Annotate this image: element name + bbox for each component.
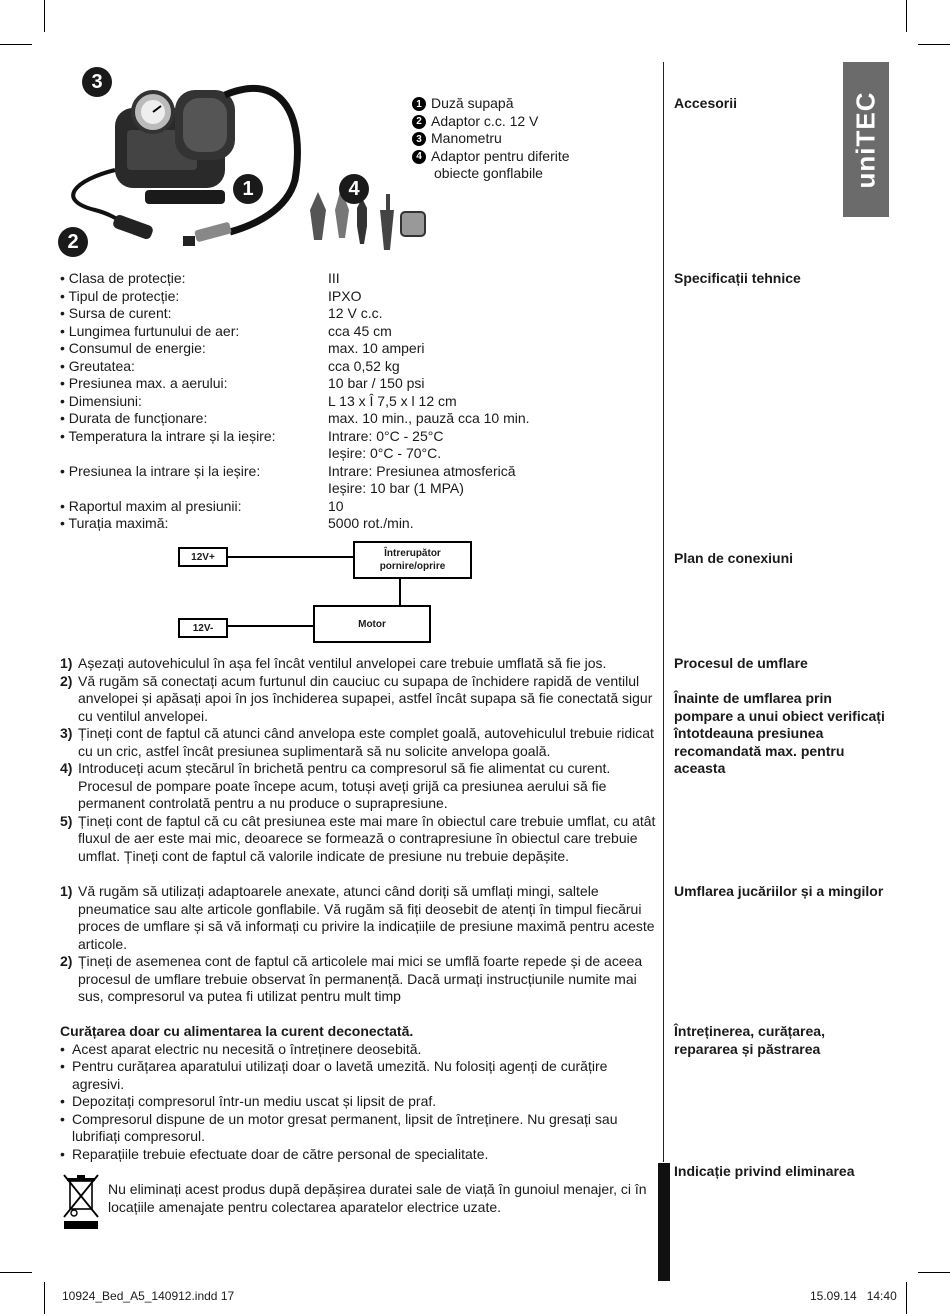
cleaning-section — [60, 1023, 660, 1163]
crop-mark — [44, 1282, 45, 1314]
heading-plan: Plan de conexiuni — [674, 550, 794, 566]
list-item: • Reparațiile trebuie efectuate doar de către personal de specialitate. — [60, 1145, 489, 1162]
spec-row: • Durata de funcționare: max. 10 min., pauză cca 10 min. — [60, 410, 530, 426]
switch-label: pornire/oprire — [379, 561, 446, 572]
specs-list — [60, 270, 660, 533]
spec-row: • Tipul de protecție: IPXO — [60, 287, 362, 304]
legend-text: Duză supapă — [431, 95, 514, 111]
disposal-text: Nu eliminați acest produs după depășirea duratei sale de viață în gunoiul menajer, ci în locațiile amenajate pentru colectarea aparatelor electrice uzate. — [108, 1181, 647, 1215]
terminal-plus: 12V+ — [178, 547, 228, 567]
spec-row: • Sursa de curent: 12 V c.c. — [60, 305, 383, 321]
legend-text: Manometru — [431, 130, 502, 146]
figure-label: 3 — [82, 67, 112, 97]
inflation-steps — [60, 655, 660, 865]
spec-row: • Temperatura la intrare și la ieșire: Intrare: 0°C - 25°C Ieșire: 0°C - 70°C. — [60, 427, 444, 461]
spec-row: • Presiunea max. a aerului: 10 bar / 150 psi — [60, 375, 425, 391]
spec-row: • Lungimea furtunului de aer: cca 45 cm — [60, 322, 392, 339]
heading-intretinere: Întreținerea, curățarea, repararea și păstrarea — [674, 1023, 825, 1057]
heading-eliminare: Indicație privind eliminarea — [674, 1163, 855, 1179]
weee-bin-icon — [62, 1173, 100, 1231]
legend-number: 4 — [412, 150, 426, 164]
step-item: 3) Țineți cont de faptul că atunci când anvelopa este complet goală, autovehiculul trebuie ridicat cu un cric, astfel încât presiunea suplimentară să nu solicite anvelopa goală. — [60, 725, 654, 759]
compressor-illustration — [55, 60, 445, 260]
spec-row: • Turația maximă: 5000 rot./min. — [60, 515, 414, 531]
legend-text: Adaptor c.c. 12 V — [431, 112, 539, 129]
legend-item — [412, 148, 570, 166]
heading-specificatii: Specificații tehnice — [674, 270, 801, 286]
heading-jucarii: Umflarea jucăriilor și a mingilor — [674, 883, 884, 899]
figure-label: 4 — [339, 174, 369, 204]
brand-logo: uniTEC — [843, 62, 889, 217]
column-divider-bar — [658, 1163, 670, 1281]
spec-row: • Presiunea la intrare și la ieșire: Intrare: Presiunea atmosferică Ieșire: 10 bar (1 MPA) — [60, 462, 516, 496]
spec-row: • Greutatea: cca 0,52 kg — [60, 357, 400, 374]
heading-accesorii: Accesorii — [674, 95, 738, 111]
terminal-minus: 12V- — [178, 618, 228, 638]
step-item: 1) Așezați autovehiculul în așa fel încât ventilul anvelopei care trebuie umflată să fie jos. — [60, 655, 607, 671]
footer-file: 10924_Bed_A5_140912.indd 17 — [62, 1289, 235, 1303]
crop-mark — [918, 44, 950, 45]
motor-box: Motor — [313, 605, 431, 643]
legend-number: 1 — [412, 97, 426, 111]
step-item: 2) Țineți de asemenea cont de faptul că articolele mai mici se umflă foarte repede și de aceea procesul de umflare trebuie observat în permanență. Dacă urmați instrucțiunile numite mai sus, compresorul va putea fi utilizat pentru mult timp — [60, 953, 643, 1004]
crop-mark — [906, 0, 907, 32]
step-item: 4) Introduceți acum ștecărul în brichetă pentru ca compresorul să fie alimentat cu curent. Procesul de pompare poate începe acum, totuși aveți grijă ca presiunea aerului să fie permanent controlată pentru a nu produce o suprapresiune. — [60, 760, 611, 811]
cleaning-heading: Curățarea doar cu alimentarea la curent deconectată. — [60, 1023, 414, 1039]
spec-row: • Clasa de protecție: III — [60, 270, 340, 286]
heading-inainte: Înainte de umflarea prin pompare a unui obiect verificați întotdeauna presiunea recomandată max. pentru aceasta — [674, 690, 885, 776]
toys-steps — [60, 883, 660, 1006]
spec-row: • Consumul de energie: max. 10 amperi — [60, 340, 425, 356]
legend-text: obiecte gonflabile — [434, 165, 543, 181]
list-item: • Depozitați compresorul într-un mediu uscat și lipsit de praf. — [60, 1093, 437, 1109]
product-image — [55, 60, 445, 260]
crop-mark — [0, 44, 32, 45]
spec-row: • Raportul maxim al presiunii: 10 — [60, 497, 344, 514]
list-item: • Pentru curățarea aparatului utilizați doar o lavetă umezită. Nu folosiți agenți de curățire agresivi. — [60, 1058, 608, 1092]
figure-label: 2 — [58, 227, 88, 257]
legend-item — [412, 165, 570, 183]
legend-number: 2 — [412, 115, 426, 129]
legend-text: Adaptor pentru diferite — [431, 147, 570, 164]
legend-item — [412, 113, 570, 131]
step-item: 1) Vă rugăm să utilizați adaptoarele anexate, atunci când doriți să umflați mingi, saltele pneumatice sau alte articole gonflabile. Vă rugăm să fiți deosebit de atenți în timpul fiecărui proces de umflare și să vă informați cu privire la indicațiile de presiune maximă pentru aceste articole. — [60, 883, 655, 952]
image-legend — [412, 95, 570, 183]
crop-mark — [906, 1282, 907, 1314]
crop-mark — [44, 0, 45, 32]
legend-item — [412, 95, 570, 113]
switch-box — [353, 541, 472, 579]
step-item: 5) Țineți cont de faptul că cu cât presiunea este mai mare în obiectul care trebuie umflat, cu atât fluxul de aer este mai mic, deoarece se formează o contrapresiune în obiectul care trebuie umflat. Țineți cont de faptul că valorile indicate de presiune nu trebuie depășite. — [60, 812, 656, 864]
switch-label: Întrerupător — [384, 548, 441, 559]
legend-item — [412, 130, 570, 148]
figure-label: 1 — [233, 174, 263, 204]
list-item: • Acest aparat electric nu necesită o întreținere deosebită. — [60, 1040, 422, 1057]
footer-date: 15.09.14 14:40 — [810, 1289, 897, 1303]
column-divider — [663, 62, 664, 1162]
step-item: 2) Vă rugăm să conectați acum furtunul din cauciuc cu supapa de închidere rapidă de ventilul anvelopei și apăsați apoi în jos închiderea supapei, astfel încât supapa să fie conectată sigur cu ventilul anvelopei. — [60, 672, 653, 724]
list-item: • Compresorul dispune de un motor gresat permanent, lipsit de întreținere. Nu gresați sau lubrifiați compresorul. — [60, 1110, 618, 1144]
heading-umflare: Procesul de umflare — [674, 655, 808, 671]
crop-mark — [0, 1272, 32, 1273]
spec-row: • Dimensiuni: L 13 x Î 7,5 x l 12 cm — [60, 392, 457, 409]
legend-number: 3 — [412, 132, 426, 146]
crop-mark — [918, 1272, 950, 1273]
